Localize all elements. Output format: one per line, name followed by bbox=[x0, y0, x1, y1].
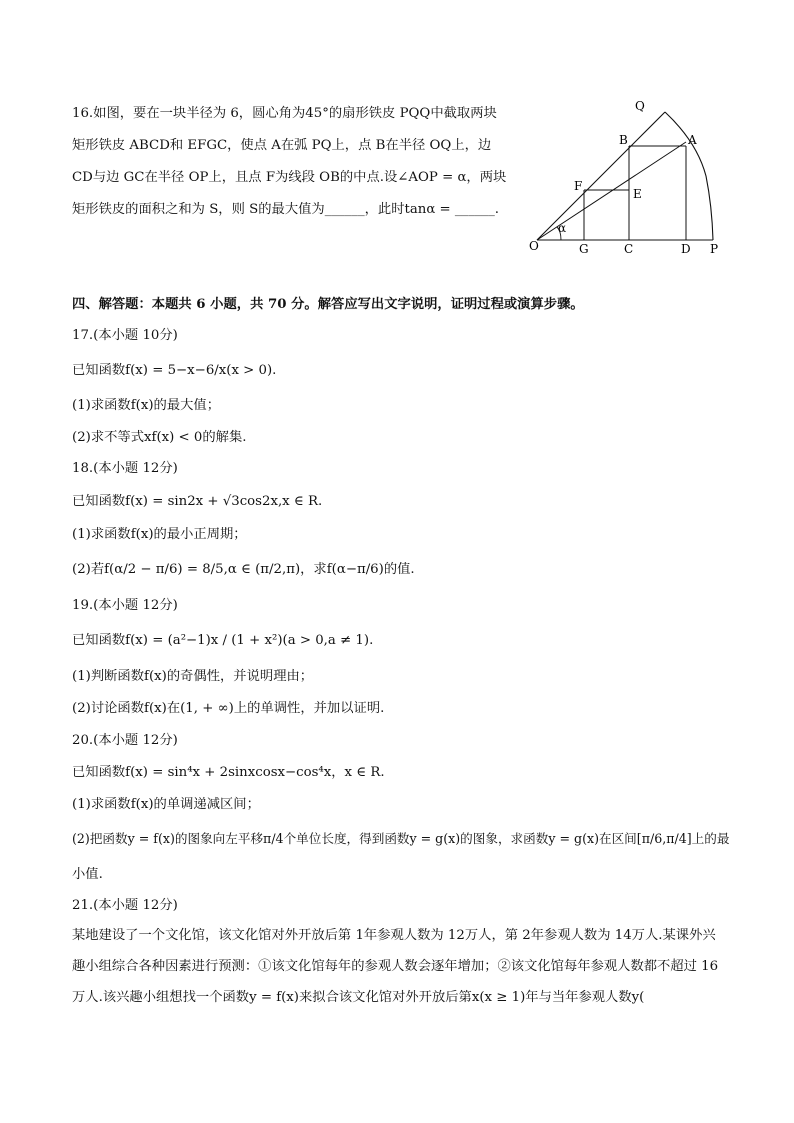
section-4-heading: 四、解答题：本题共 6 小题，共 70 分。解答应写出文字说明，证明过程或演算步骤。 bbox=[72, 297, 584, 312]
label-B: B bbox=[619, 133, 628, 147]
q16-line-4: 矩形铁皮的面积之和为 S，则 S的最大值为______，此时tanα = ______. bbox=[72, 202, 500, 217]
q20-part-2: (2)把函数y = f(x)的图象向左平移π/4个单位长度，得到函数y = g(x)的图象，求函数y = g(x)在区间[π/6,π/4]上的最 bbox=[72, 831, 730, 846]
q20-title: 20.(本小题 12分) bbox=[72, 733, 178, 748]
label-G: G bbox=[579, 242, 589, 256]
sector-figure bbox=[525, 98, 730, 258]
q16-line-3: CD与边 GC在半径 OP上，且点 F为线段 OB的中点.设∠AOP = α，两块 bbox=[72, 170, 507, 185]
q19-stem: 已知函数f(x) = (a²−1)x / (1 + x²)(a > 0,a ≠ 1). bbox=[72, 633, 374, 648]
q19-title: 19.(本小题 12分) bbox=[72, 598, 178, 613]
label-P: P bbox=[710, 242, 719, 256]
q20-stem: 已知函数f(x) = sin⁴x + 2sinxcosx−cos⁴x，x ∈ R. bbox=[72, 765, 385, 780]
q17-part-1: (1)求函数f(x)的最大值； bbox=[72, 398, 221, 413]
label-A: A bbox=[688, 133, 697, 147]
q17-part-2: (2)求不等式xf(x) < 0的解集. bbox=[72, 430, 247, 445]
q21-title: 21.(本小题 12分) bbox=[72, 898, 178, 913]
label-Q: Q bbox=[635, 99, 645, 113]
q18-part-2: (2)若f(α/2 − π/6) = 8/5,α ∈ (π/2,π)，求f(α−π/6)的值. bbox=[72, 562, 415, 577]
q16-line-2: 矩形铁皮 ABCD和 EFGC，使点 A在弧 PQ上，点 B在半径 OQ上，边 bbox=[72, 138, 492, 153]
label-C: C bbox=[624, 242, 634, 256]
label-alpha: α bbox=[558, 221, 567, 235]
q16-line-1: 16.如图，要在一块半径为 6，圆心角为45°的扇形铁皮 PQQ中截取两块 bbox=[72, 106, 497, 121]
label-E: E bbox=[633, 187, 642, 201]
q18-stem: 已知函数f(x) = sin2x + √3cos2x,x ∈ R. bbox=[72, 494, 323, 509]
q19-part-2: (2)讨论函数f(x)在(1, + ∞)上的单调性，并加以证明. bbox=[72, 701, 385, 716]
label-D: D bbox=[681, 242, 691, 256]
q20-part-2-continued: 小值. bbox=[72, 867, 103, 882]
q18-part-1: (1)求函数f(x)的最小正周期； bbox=[72, 527, 247, 542]
label-F: F bbox=[574, 179, 583, 193]
question-16 bbox=[72, 98, 522, 226]
q21-body: 某地建设了一个文化馆，该文化馆对外开放后第 1年参观人数为 12万人，第 2年参观人数为 14万人.某课外兴趣小组综合各种因素进行预测：①该文化馆每年的参观人数会逐年增加；②该文化馆每年参观人数都不超过 16万人.该兴趣小组想找一个函数y = f(x)来拟合该文化馆对外开放后第x(x ≥ 1)年与当年参观人数y( bbox=[72, 928, 719, 1005]
q19-part-1: (1)判断函数f(x)的奇偶性，并说明理由； bbox=[72, 669, 314, 684]
q18-title: 18.(本小题 12分) bbox=[72, 461, 178, 476]
q17-stem: 已知函数f(x) = 5−x−6/x(x > 0). bbox=[72, 363, 277, 378]
label-O: O bbox=[529, 239, 539, 253]
q20-part-1: (1)求函数f(x)的单调递减区间； bbox=[72, 797, 260, 812]
q17-title: 17.(本小题 10分) bbox=[72, 328, 178, 343]
